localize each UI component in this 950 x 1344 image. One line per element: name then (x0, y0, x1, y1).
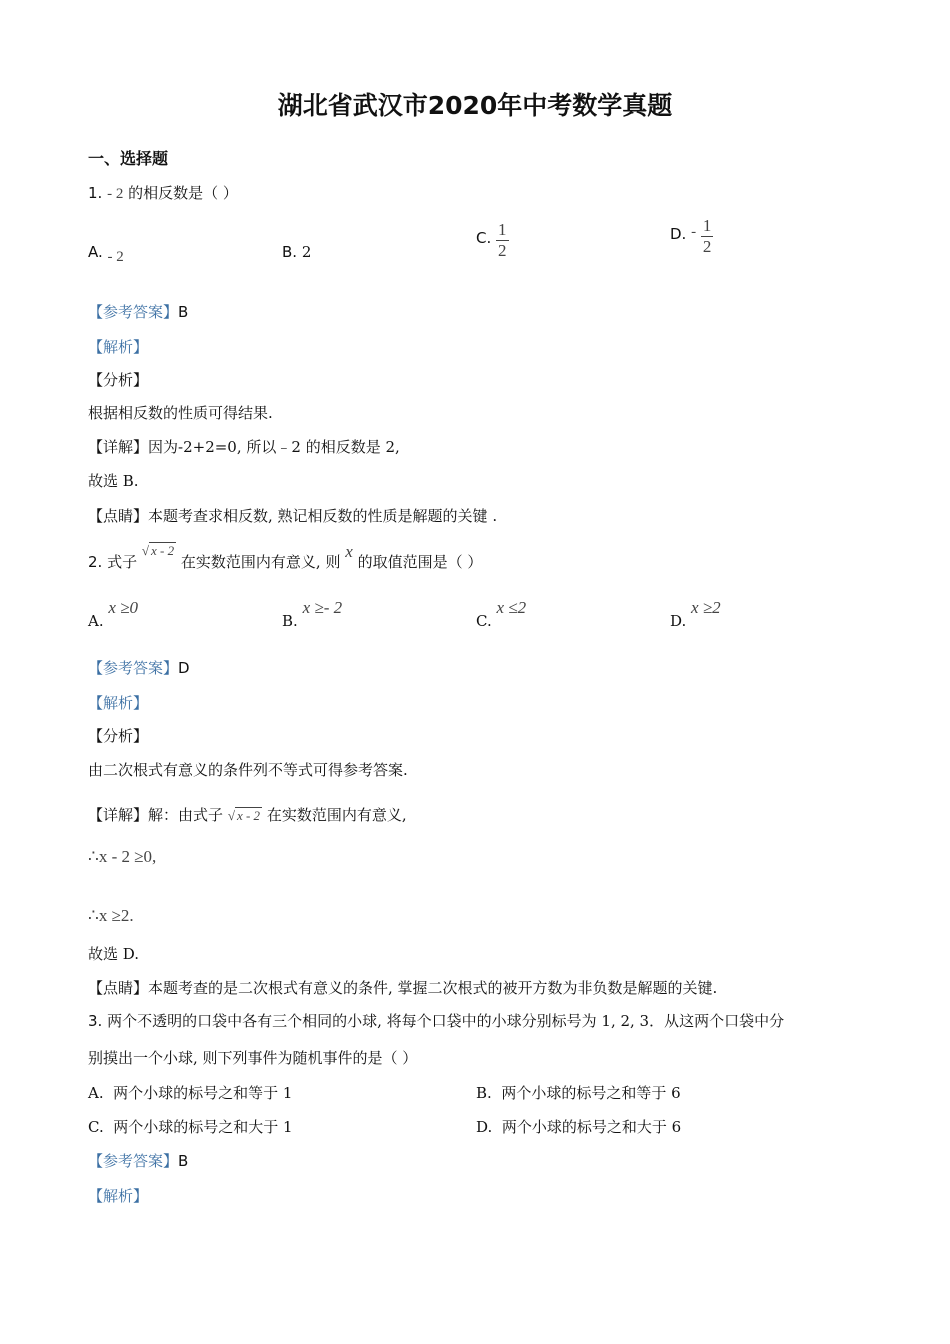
option-b[interactable] (282, 598, 343, 630)
option-label: B. (476, 1084, 492, 1102)
option-text: 两个小球的标号之和等于 1 (113, 1084, 293, 1102)
math-expression: - 2 (107, 186, 124, 202)
option-value: x ≥0 (108, 598, 139, 617)
answer-line (88, 1150, 188, 1171)
comment-line (88, 977, 717, 998)
comment-line (88, 505, 497, 526)
question-3-stem-line-2: 别摸出一个小球, 则下列事件为随机事件的是（ ） (88, 1049, 418, 1067)
denominator: 2 (702, 237, 712, 256)
solution-step-1: ∴x - 2 ≥0, (88, 847, 157, 866)
answer-value: B (178, 1152, 189, 1170)
question-text: 在实数范围内有意义, 则 (180, 553, 341, 571)
option-label: D. (670, 225, 687, 243)
question-number: 1. (88, 184, 103, 202)
detail-text: 在实数范围内有意义, (266, 806, 407, 824)
analysis-label: 【解析】 (88, 338, 149, 356)
comment-label: 【点睛】 (88, 979, 149, 997)
option-c[interactable] (88, 1116, 293, 1137)
answer-line (88, 301, 188, 322)
question-text: 式子 (107, 553, 138, 571)
question-number: 3. (88, 1012, 103, 1030)
section-heading: 一、选择题 (88, 149, 169, 168)
answer-label: 【参考答案】 (88, 659, 179, 677)
detail-label: 【详解】 (88, 806, 149, 824)
question-2-stem (88, 542, 483, 572)
option-value: x ≥2 (691, 598, 721, 617)
answer-label: 【参考答案】 (88, 1152, 179, 1170)
option-label: B. (282, 612, 298, 630)
question-text: 的取值范围是（ ） (357, 553, 483, 571)
question-1-stem (88, 182, 238, 203)
detail-text: 解：由式子 (148, 806, 224, 824)
option-a[interactable] (88, 1082, 292, 1103)
detail-line (88, 436, 400, 457)
option-d[interactable] (670, 598, 721, 630)
detail-text: 因为-2+2=0, 所以﹣2 的相反数是 2, (148, 438, 400, 456)
choose-text: 故选 B. (88, 472, 139, 490)
answer-label: 【参考答案】 (88, 303, 179, 321)
fenxi-label: 【分析】 (88, 371, 149, 389)
option-label: C. (476, 229, 492, 247)
analysis-label: 【解析】 (88, 694, 149, 712)
option-text: 两个小球的标号之和大于 6 (501, 1118, 682, 1136)
comment-text: 本题考查求相反数, 熟记相反数的性质是解题的关键 . (148, 507, 498, 525)
option-d[interactable] (476, 1116, 681, 1137)
question-text: 的相反数是（ ） (128, 184, 238, 202)
option-d[interactable] (670, 216, 713, 257)
option-a[interactable] (88, 598, 139, 630)
option-a[interactable] (88, 243, 124, 265)
question-text: 两个不透明的口袋中各有三个相同的小球, 将每个口袋中的小球分别标号为 1, 2, 3．从这两个口袋中分 (107, 1012, 785, 1030)
option-label: A. (88, 612, 104, 630)
comment-label: 【点睛】 (88, 507, 149, 525)
page-title: 湖北省武汉市2020年中考数学真题 (277, 91, 673, 120)
option-value: - 2 (107, 249, 124, 265)
option-b[interactable] (476, 1082, 681, 1103)
variable: x (345, 542, 353, 561)
denominator: 2 (498, 241, 507, 260)
detail-line (88, 804, 407, 825)
option-value: x ≤2 (496, 598, 527, 617)
numerator: 1 (702, 216, 712, 235)
question-number: 2. (88, 553, 103, 571)
sqrt-expression: √ x - 2 (227, 808, 261, 823)
option-c[interactable] (476, 220, 509, 261)
option-label: A. (88, 243, 103, 261)
fraction (701, 216, 714, 257)
option-label: D. (670, 612, 687, 630)
solution-step-2: ∴x ≥2. (88, 906, 134, 925)
fenxi-text: 由二次根式有意义的条件列不等式可得参考答案. (88, 761, 408, 779)
answer-line (88, 657, 190, 678)
option-value: 2 (301, 243, 312, 261)
numerator: 1 (498, 220, 507, 239)
option-value: x ≥- 2 (302, 598, 343, 617)
fenxi-label: 【分析】 (88, 727, 149, 745)
fraction (496, 220, 509, 261)
choose-text: 故选 D. (88, 945, 140, 963)
option-c[interactable] (476, 598, 527, 630)
answer-value: B (178, 303, 189, 321)
option-label: B. (282, 243, 298, 261)
comment-text: 本题考查的是二次根式有意义的条件, 掌握二次根式的被开方数为非负数是解题的关键. (148, 979, 718, 997)
analysis-label: 【解析】 (88, 1187, 149, 1205)
fenxi-text: 根据相反数的性质可得结果. (88, 404, 273, 422)
minus-sign: - (691, 224, 697, 240)
answer-value: D (178, 659, 190, 677)
option-label: C. (476, 612, 492, 630)
detail-label: 【详解】 (88, 438, 149, 456)
sqrt-expression: √ x - 2 (141, 543, 175, 558)
option-label: A. (88, 1084, 104, 1102)
question-3-stem-line-1 (88, 1010, 784, 1031)
option-text: 两个小球的标号之和大于 1 (113, 1118, 293, 1136)
option-label: D. (476, 1118, 493, 1136)
option-b[interactable] (282, 243, 311, 261)
option-text: 两个小球的标号之和等于 6 (501, 1084, 681, 1102)
option-label: C. (88, 1118, 104, 1136)
